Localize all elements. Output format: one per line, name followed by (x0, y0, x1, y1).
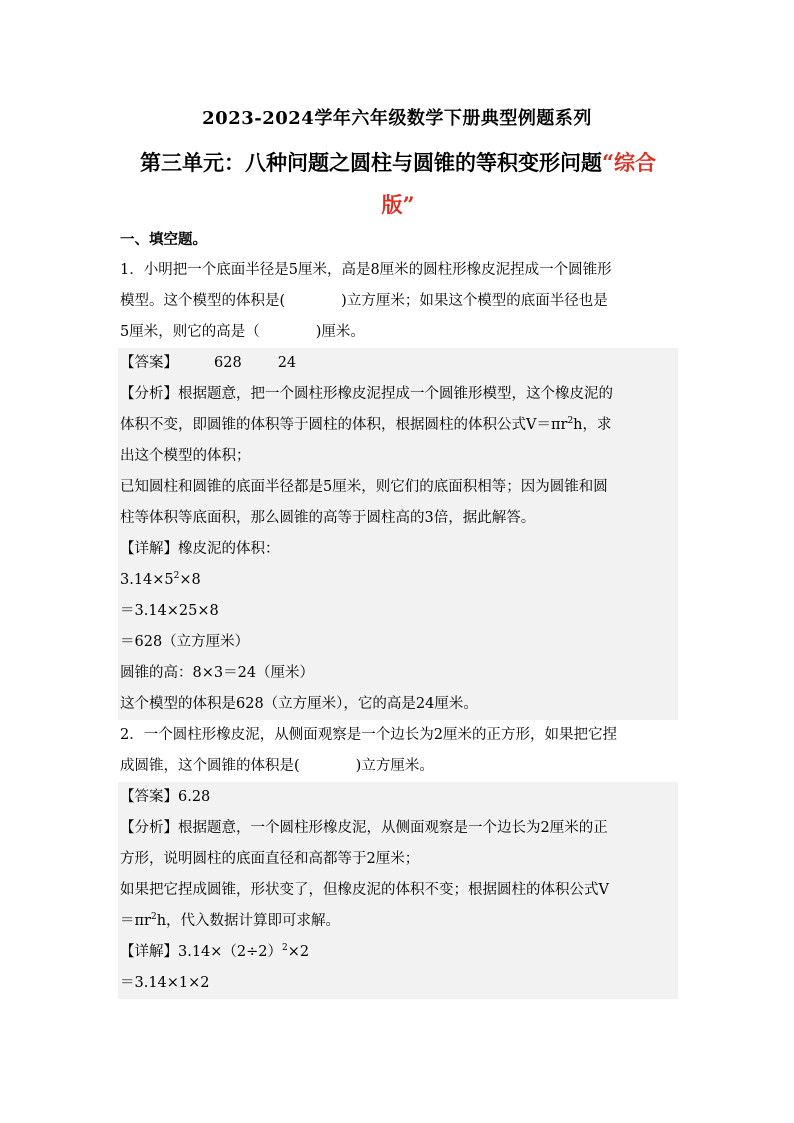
q2-analysis-text-4b: h，代入数据计算即可求解。 (156, 913, 341, 929)
q2-answer-value: 6.28 (178, 789, 211, 805)
q2-detail-1b: ×2 (287, 944, 310, 960)
answer-tag: 【答案】 (120, 789, 178, 805)
q1-answer-value-1: 628 (214, 355, 242, 371)
q2-calc-2: ＝3.14×1×2 (118, 968, 678, 999)
q1-calc-4: 圆锥的高：8×3＝24（厘米） (118, 658, 678, 689)
q2-analysis-text-4a: ＝πr (120, 913, 151, 929)
q1-analysis-text-1: 根据题意，把一个圆柱形橡皮泥捏成一个圆锥形模型，这个橡皮泥的 (178, 386, 613, 402)
section-heading: 一、填空题。 (120, 231, 207, 248)
q1-line-1: 1．小明把一个底面半径是5厘米，高是8厘米的圆柱形橡皮泥捏成一个圆锥形 (120, 262, 612, 278)
q1-calc-2: ＝3.14×25×8 (118, 596, 678, 627)
q2-detail-superscript: 2 (282, 943, 288, 954)
subtitle-highlight-1: “综合 (601, 150, 657, 175)
q2-line-1: 2．一个圆柱形橡皮泥，从侧面观察是一个边长为2厘米的正方形，如果把它捏 (120, 727, 617, 743)
q1-calc-1b: ×8 (179, 572, 201, 588)
q1-answer-value-2: 24 (277, 355, 297, 371)
q2-analysis-2: 方形，说明圆柱的底面直径和高都等于2厘米； (118, 844, 678, 875)
q1-detail-1 (118, 534, 678, 565)
q1-analysis-5: 柱等体积等底面积，那么圆锥的高等于圆柱高的3倍，据此解答。 (118, 503, 678, 534)
q1-conclusion: 这个模型的体积是628（立方厘米），它的高是24厘米。 (118, 689, 678, 720)
q1-analysis-1 (118, 379, 678, 410)
q2-detail-1a: 3.14×（2÷2） (178, 944, 283, 960)
detail-tag: 【详解】 (120, 541, 178, 557)
q2-analysis-text-1: 根据题意，一个圆柱形橡皮泥，从侧面观察是一个边长为2厘米的正 (178, 820, 608, 836)
q1-analysis-2 (118, 410, 678, 441)
subtitle-highlight-2: 版” (381, 192, 415, 217)
q1-line-2-part-b: )立方厘米；如果这个模型的底面半径也是 (341, 293, 608, 309)
q2-line-2-part-a: 成圆锥，这个圆锥的体积是( (120, 758, 300, 774)
detail-tag: 【详解】 (120, 944, 178, 960)
q1-line-3-part-b: )厘米。 (315, 324, 365, 340)
q1-line-3-part-a: 5厘米，则它的高是（ (120, 324, 260, 340)
q2-answer (118, 782, 678, 813)
q2-line-2 (118, 751, 678, 782)
q1-calc-3: ＝628（立方厘米） (118, 627, 678, 658)
q1-calc-1a: 3.14×5 (120, 572, 174, 588)
q1-calc-1 (118, 565, 678, 596)
q2-line-2-part-b: )立方厘米。 (355, 758, 434, 774)
q1-analysis-3: 出这个模型的体积； (118, 441, 678, 472)
analysis-tag: 【分析】 (120, 820, 178, 836)
q1-detail-text: 橡皮泥的体积： (178, 541, 280, 557)
q1-analysis-superscript: 2 (567, 416, 574, 427)
q2-analysis-3: 如果把它捏成圆锥，形状变了，但橡皮泥的体积不变；根据圆柱的体积公式V (118, 875, 678, 906)
answer-tag: 【答案】 (120, 355, 178, 371)
subtitle-text: 第三单元：八种问题之圆柱与圆锥的等积变形问题 (139, 150, 602, 175)
q1-line-2-part-a: 模型。这个模型的体积是( (120, 293, 286, 309)
analysis-tag: 【分析】 (120, 386, 178, 402)
q2-analysis-1 (118, 813, 678, 844)
document-title: 2023-2024学年六年级数学下册典型例题系列 (202, 108, 592, 129)
q1-analysis-text-2a: 体积不变，即圆锥的体积等于圆柱的体积，根据圆柱的体积公式V＝πr (120, 417, 568, 433)
q1-line-3 (118, 317, 678, 348)
q2-analysis-4 (118, 906, 678, 937)
q1-line-2 (118, 286, 678, 317)
document-subtitle (118, 142, 678, 226)
q2-detail-1 (118, 937, 678, 968)
q1-answer (118, 348, 678, 379)
q2-analysis-superscript: 2 (150, 912, 157, 923)
q1-analysis-4: 已知圆柱和圆锥的底面半径都是5厘米，则它们的底面积相等；因为圆锥和圆 (118, 472, 678, 503)
q1-calc-superscript: 2 (173, 571, 180, 582)
q1-analysis-text-2b: h，求 (573, 417, 612, 433)
content-body (118, 224, 678, 999)
